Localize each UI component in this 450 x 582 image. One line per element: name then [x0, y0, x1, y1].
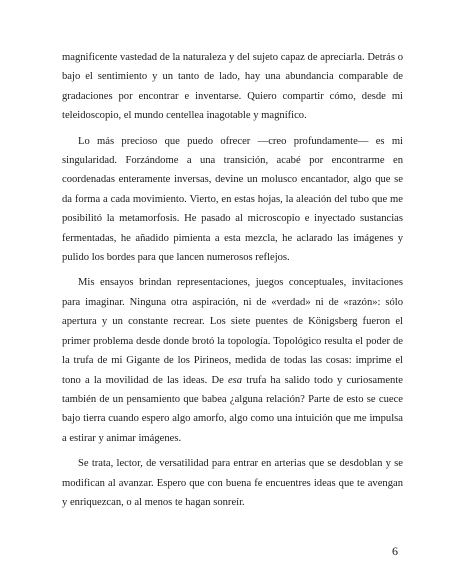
paragraph — [62, 454, 403, 512]
paragraph — [62, 132, 403, 268]
italic-text: esa — [227, 374, 243, 386]
paragraph-text: Mis ensayos brindan representaciones, juegos conceptuales, invitaciones para imaginar. Ninguna otra aspiración, ni de «verdad» ni de «razón»: sólo apertura y un constante recrear. Los siete puentes de Königsberg fueron el primer problema desde donde brotó la topología. Topológico resulta el poder de la trufa de mi Gigante de los Pirineos, medida de todas las cosas: imprime el tono a la movilidad de las ideas. De — [62, 277, 403, 386]
paragraph — [62, 48, 403, 126]
page-number: 6 — [392, 544, 398, 558]
paragraph-text: Lo más precioso que puedo ofrecer —creo profundamente— es mi singularidad. Forzándome a una transición, acabé por encontrarme en coordenadas enteramente inversas, devine un molusco encantador, algo que se da forma a cada movimiento. Vierto, en estas hojas, la aleación del tubo que me posibilitó la metamorfosis. He pasado al microscopio e inyectado sustancias fermentadas, he añadido pimienta a esta mezcla, he aclarado las imágenes y pulido los bordes para que lancen numerosos reflejos. — [62, 135, 403, 264]
paragraph-text: Se trata, lector, de versatilidad para entrar en arterias que se desdoblan y se modifican al avanzar. Espero que con buena fe encuentres ideas que te avengan y enriquezcan, o al menos te hagan sonreír. — [62, 458, 403, 508]
paragraph-text: trufa ha salido todo y curiosamente también de un pensamiento que babea ¿alguna relación? Parte de esto se cuece bajo tierra cuando espero algo amorfo, algo como una intuición que me impulsa a estirar y animar imágenes. — [62, 374, 403, 444]
paragraph-text: magnificente vastedad de la naturaleza y del sujeto capaz de apreciarla. Detrás o bajo el sentimiento y un tanto de lado, hay una abundancia comparable de gradaciones por encontrar e inventarse. Quiero compartir cómo, desde mi teleidoscopio, el mundo centellea inagotable y magnífico. — [62, 52, 403, 122]
body-text — [62, 48, 403, 518]
paragraph — [62, 273, 403, 448]
